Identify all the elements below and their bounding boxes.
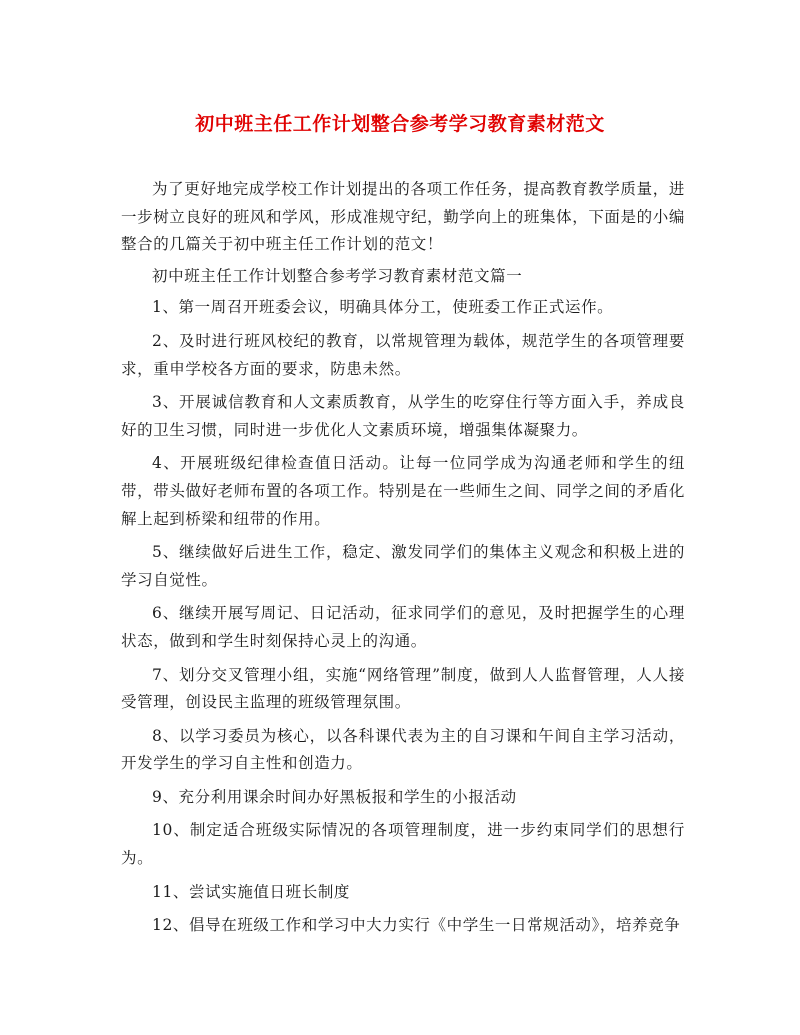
document-title: 初中班主任工作计划整合参考学习教育素材范文 — [195, 113, 605, 135]
intro-paragraph: 为了更好地完成学校工作计划提出的各项工作任务，提高教育教学质量，进一步树立良好的班风和学风，形成准规守纪，勤学向上的班集体，下面是的小编整合的几篇关于初中班主任工作计划的范文！ — [121, 180, 685, 254]
list-item: 11、尝试实施值日班长制度 — [152, 882, 351, 901]
list-item: 5、继续做好后进生工作，稳定、激发同学们的集体主义观念和积极上进的学习自觉性。 — [121, 543, 685, 589]
list-item: 3、开展诚信教育和人文素质教育，从学生的吃穿住行等方面入手，养成良好的卫生习惯，同时进一步优化人文素质环境，增强集体凝聚力。 — [121, 393, 685, 439]
list-item: 1、第一周召开班委会议，明确具体分工，使班委工作正式运作。 — [152, 298, 614, 317]
list-item: 6、继续开展写周记、日记活动，征求同学们的意见，及时把握学生的心理状态，做到和学生时刻保持心灵上的沟通。 — [121, 604, 685, 650]
list-item: 9、充分利用课余时间办好黑板报和学生的小报活动 — [152, 787, 517, 806]
list-item: 2、及时进行班风校纪的教育，以常规管理为载体，规范学生的各项管理要求，重申学校各方面的要求，防患未然。 — [121, 331, 685, 378]
list-item: 7、划分交叉管理小组，实施“网络管理”制度，做到人人监督管理，人人接受管理，创设民主监理的班级管理氛围。 — [121, 665, 685, 712]
list-item: 10、制定适合班级实际情况的各项管理制度，进一步约束同学们的思想行为。 — [121, 821, 685, 868]
list-item: 4、开展班级纪律检查值日活动。让每一位同学成为沟通老师和学生的纽带，带头做好老师布置的各项工作。特别是在一些师生之间、同学之间的矛盾化解上起到桥梁和纽带的作用。 — [121, 454, 685, 528]
section-heading: 初中班主任工作计划整合参考学习教育素材范文篇一 — [152, 266, 523, 285]
list-item: 8、以学习委员为核心，以各科课代表为主的自习课和午间自主学习活动，开发学生的学习自主性和创造力。 — [121, 726, 685, 773]
document-body — [121, 176, 685, 946]
list-item: 12、倡导在班级工作和学习中大力实行《中学生一日常规活动》，培养竞争 — [152, 916, 681, 935]
